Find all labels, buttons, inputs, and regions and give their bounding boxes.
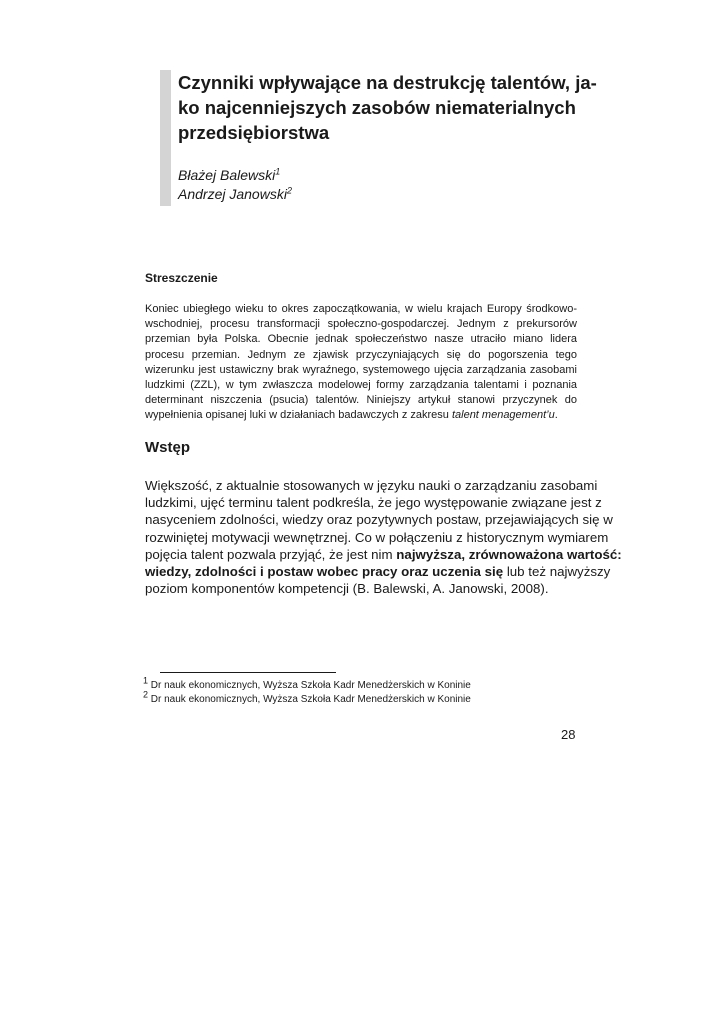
bold-phrase: najwyższa, zrównoważona wartość: (396, 546, 622, 562)
footnote: $^2$ Dr nauk ekonomicznych, Wyższa Szkoła Kadr Menedżerskich w Koninie (143, 689, 471, 705)
title-block (160, 70, 597, 206)
author: Błażej Balewski$^1$ (178, 166, 281, 183)
paragraph-line: Większość, z aktualnie stosowanych w języku nauki o zarządzaniu zasobami (145, 478, 598, 493)
footnote-ref: 1 (275, 166, 281, 177)
abstract-line: ludzkimi (ZZL), w tym zwłaszcza modelowej formy zarządzania talentami i poznania (145, 379, 577, 392)
page-number: 28 (561, 727, 576, 742)
abstract-line: determinant niszczenia (psucia) talentów. Niniejszy artykuł stanowi przyczynek do (145, 394, 577, 407)
abstract-text (145, 302, 577, 424)
author: Andrzej Janowski$^2$ (178, 185, 292, 202)
paragraph-line: rozwiniętej motywacji wewnętrznej. Co w połączeniu z historycznym wymiarem (145, 529, 609, 545)
author-list (178, 166, 292, 204)
abstract-line: wypełnienia opisanej luki w działaniach badawczych z zakresu talent menagement’u. (145, 409, 558, 422)
paragraph-line: poziom komponentów kompetencji (B. Balewski, A. Janowski, 2008). (145, 581, 549, 597)
paragraph-line: ludzkimi, ujęć terminu talent podkreśla, że jego występowanie związane jest z (145, 495, 602, 511)
page-title (178, 70, 597, 145)
footnote: $^1$ Dr nauk ekonomicznych, Wyższa Szkoła Kadr Menedżerskich w Koninie (143, 675, 471, 691)
section-heading-intro: Wstęp (145, 439, 190, 456)
title-line: ko najcenniejszych zasobów niematerialnych (178, 97, 576, 118)
paragraph-line: pojęcia talent pozwala przyjąć, że jest nim najwyższa, zrównoważona wartość: (145, 546, 622, 562)
abstract-line: przemian była Polska. Obecnie jednak społeczeństwo nasze utraciło miano lidera (145, 333, 577, 346)
bold-phrase: wiedzy, zdolności i postaw wobec pracy oraz uczenia się (145, 564, 504, 580)
title-accent-bar (160, 70, 171, 206)
italic-term: talent menagement’u (451, 409, 555, 422)
paragraph-line: nasyceniem zdolności, wiedzy oraz pozytywnych postaw, przejawiających się w (145, 512, 613, 528)
abstract-line: procesu przemian. Jednym ze zjawisk przyczyniających się do pogorszenia tego (145, 348, 577, 361)
abstract-line: Koniec ubiegłego wieku to okres zapoczątkowania, w wielu krajach Europy środkowo- (145, 303, 577, 315)
intro-paragraph (145, 477, 622, 597)
footnote-number: 2 (143, 689, 149, 700)
paragraph-line: wiedzy, zdolności i postaw wobec pracy oraz uczenia się lub też najwyższy (145, 564, 611, 580)
footnote-number: 1 (143, 675, 149, 686)
title-line: przedsiębiorstwa (178, 122, 330, 143)
footnote-separator (160, 672, 336, 673)
abstract-heading: Streszczenie (145, 271, 218, 285)
footnote-ref: 2 (286, 185, 292, 196)
title-line: Czynniki wpływające na destrukcję talentów, ja- (178, 72, 597, 93)
abstract-line: wizerunku jest ustawiczny brak wyraźnego, systemowego ujęcia zarządzania zasobami (145, 363, 577, 376)
abstract-line: wschodniej, procesu transformacji społeczno-gospodarczej. Jednym z prekursorów (145, 318, 577, 331)
footnotes (143, 675, 471, 706)
